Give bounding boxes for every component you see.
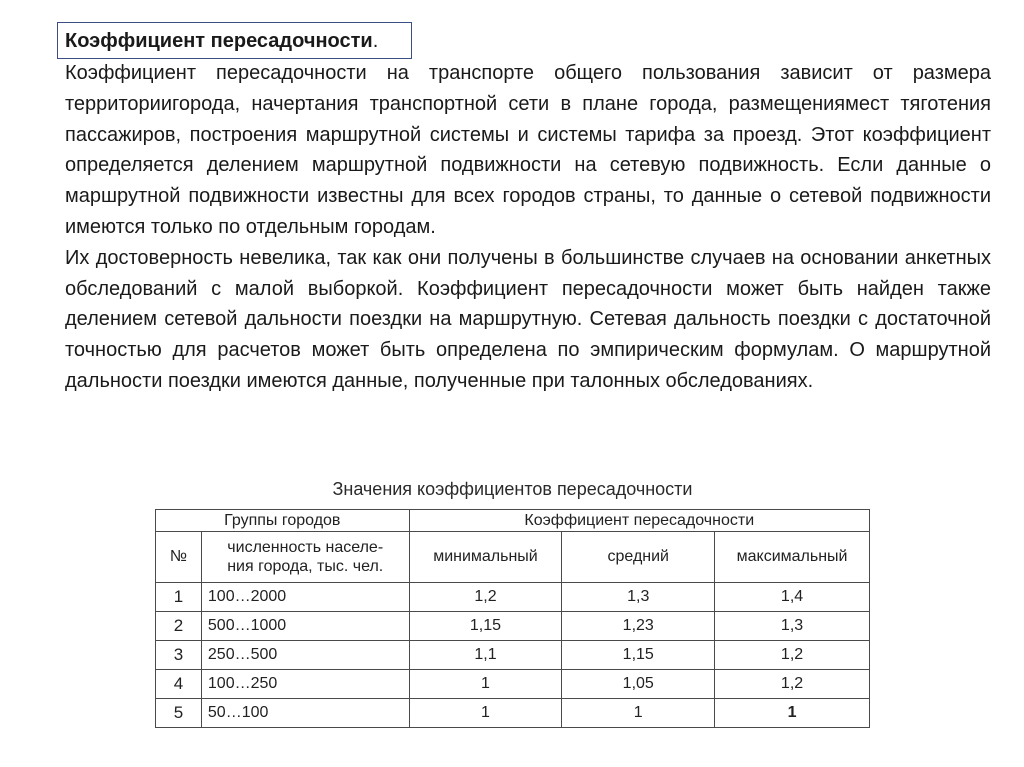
table-row — [156, 699, 870, 728]
cell-no: 1 — [156, 583, 202, 612]
table-row — [156, 612, 870, 641]
heading-title: Коэффициент пересадочности — [65, 30, 373, 52]
header-population: численность населе- ния города, тыс. чел. — [201, 532, 409, 583]
cell-min: 1 — [409, 670, 562, 699]
cell-no: 2 — [156, 612, 202, 641]
cell-no: 3 — [156, 641, 202, 670]
table-row — [156, 670, 870, 699]
header-number: № — [156, 532, 202, 583]
header-city-groups: Группы городов — [156, 510, 410, 532]
cell-population: 50…100 — [201, 699, 409, 728]
cell-min: 1,1 — [409, 641, 562, 670]
cell-no: 4 — [156, 670, 202, 699]
table-header-row-1 — [156, 510, 870, 532]
cell-no: 5 — [156, 699, 202, 728]
table-row — [156, 641, 870, 670]
cell-max: 1 — [715, 699, 870, 728]
cell-avg: 1,3 — [562, 583, 715, 612]
cell-population: 100…250 — [201, 670, 409, 699]
table-title: Значения коэффициентов пересадочности — [332, 479, 693, 499]
cell-min: 1,2 — [409, 583, 562, 612]
cell-max: 1,4 — [715, 583, 870, 612]
cell-avg: 1 — [562, 699, 715, 728]
cell-avg: 1,15 — [562, 641, 715, 670]
cell-max: 1,2 — [715, 670, 870, 699]
cell-population: 250…500 — [201, 641, 409, 670]
header-min: минимальный — [409, 532, 562, 583]
cell-min: 1,15 — [409, 612, 562, 641]
heading-dot: . — [372, 30, 379, 52]
header-max: максимальный — [715, 532, 870, 583]
cell-min: 1 — [409, 699, 562, 728]
cell-max: 1,3 — [715, 612, 870, 641]
cell-avg: 1,05 — [562, 670, 715, 699]
section-heading — [57, 22, 412, 59]
table-header-row-2 — [156, 532, 870, 583]
paragraph-1: Коэффициент пересадочности на транспорте общего пользования зависит от размера территориигорода, начертания транспортной сети в плане города, размещениямест тяготения пассажиров, построения маршрутной системы и системы тарифа за проезд. Этот коэффициент определяется делением маршрутной подвижности на сетевую подвижность. Если данные о маршрутной подвижности известны для всех городов страны, то данные о сетевой подвижности имеются только по отдельным городам. — [65, 62, 991, 238]
cell-max: 1,2 — [715, 641, 870, 670]
coefficient-table — [155, 509, 870, 728]
body-text — [65, 58, 991, 397]
paragraph-2: Их достоверность невелика, так как они получены в большинстве случаев на основании анкетных обследований с малой выборкой. Коэффициент пересадочности может быть найден также делением сетевой дальности поездки на маршрутную. Сетевая дальность поездки с достаточной точностью для расчетов может быть определена по эмпирическим формулам. О маршрутной дальности поездки имеются данные, полученные при талонных обследованиях. — [65, 246, 991, 392]
cell-population: 100…2000 — [201, 583, 409, 612]
header-coefficient: Коэффициент пересадочности — [409, 510, 869, 532]
header-avg: средний — [562, 532, 715, 583]
cell-avg: 1,23 — [562, 612, 715, 641]
cell-population: 500…1000 — [201, 612, 409, 641]
table-row — [156, 583, 870, 612]
